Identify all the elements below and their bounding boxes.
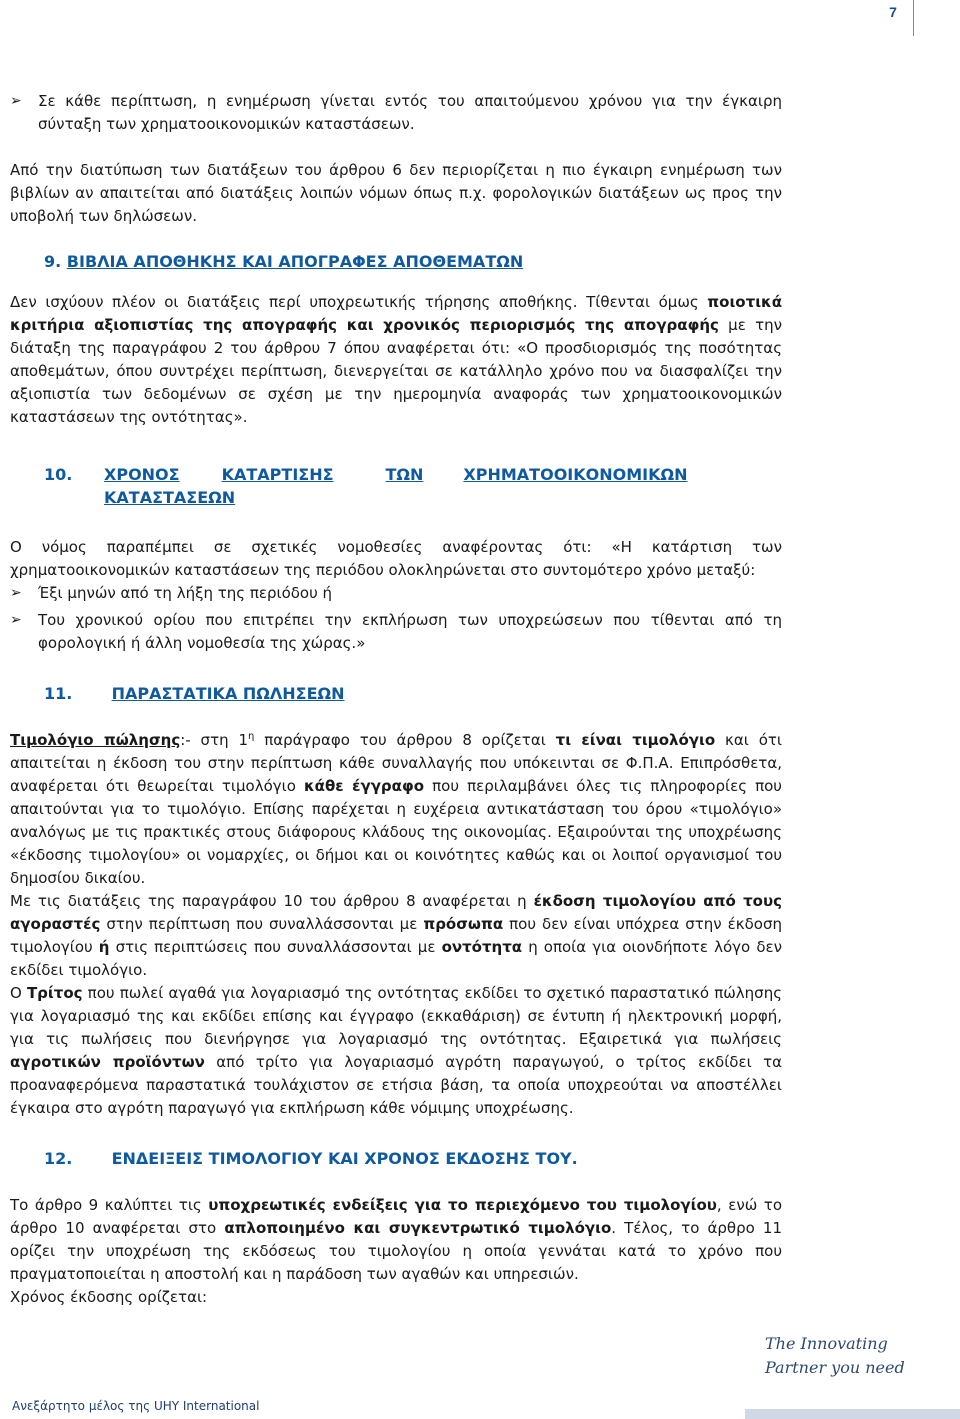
section-11-title: ΠΑΡΑΣΤΑΤΙΚΑ ΠΩΛΗΣΕΩΝ [111,684,345,703]
arrow-bullet-icon: ➢ [10,93,22,109]
arrow-bullet-icon: ➢ [10,585,22,601]
title-word: ΧΡΟΝΟΣ [104,465,180,484]
text-run-bold: απλοποιημένο και συγκεντρωτικό τιμολόγιο [224,1219,612,1237]
page-number-divider [913,0,914,36]
text-run: που πωλεί αγαθά για λογαριασμό της οντότητας εκδίδει το σχετικό παραστατικό πώλησης για λογαριασμό της και εκδίδει επίσης και έγγραφο (εκκαθάριση) σε έντυπη ή ηλεκτρονική μορφή, για τις πωλήσεις που διενήργησε για λογαριασμό της οντότητας. Εξαιρετικά για πωλήσεις [10,984,782,1048]
text-run: Με τις διατάξεις της παραγράφου 10 του άρθρου 8 αναφέρεται η [10,892,534,910]
section-10-title [104,463,782,509]
page-number: 7 [889,4,897,20]
text-run: η οποία για οιονδήποτε λόγο δεν εκδίδει τιμολόγιο. [10,938,783,979]
list-item [10,90,782,136]
text-run-bold: Τιμολόγιο πώλησης [10,731,181,749]
superscript: η [248,731,255,742]
text-run: παράγραφο του άρθρου 8 ορίζεται [254,731,556,749]
text-run: και ότι απαιτείται η έκδοση του στην περίπτωση κάθε συναλλαγής που υπόκεινται σε Φ.Π.Α. Επιπρόσθετα, αναφέρεται ότι θεωρείται τιμολόγιο [10,731,782,795]
section-12-number: 12. [44,1149,73,1168]
text-run-bold: τι είναι τιμολόγιο [555,731,716,749]
text-run: Ο [10,984,27,1002]
text-run-bold: υποχρεωτικές ενδείξεις για το περιεχόμενο του τιμολογίου [208,1196,717,1214]
section-10-number: 10. [44,465,73,484]
section-12-title: ΕΝΔΕΙΞΕΙΣ ΤΙΜΟΛΟΓΙΟΥ ΚΑΙ ΧΡΟΝΟΣ ΕΚΔΟΣΗΣ ΤΟΥ. [111,1149,578,1168]
text-run: , ενώ το άρθρο 10 αναφέρεται στο [10,1196,783,1237]
section-11-paragraph [10,982,782,1120]
list-item-text: Σε κάθε περίπτωση, η ενημέρωση γίνεται εντός του απαιτούμενου χρόνου για την έγκαιρη σύνταξη των χρηματοοικονομικών καταστάσεων. [38,92,782,133]
section-12-paragraph [10,1194,782,1286]
text-run-bold: πρόσωπα [423,915,504,933]
section-9-title: ΒΙΒΛΙΑ ΑΠΟΘΗΚΗΣ ΚΑΙ ΑΠΟΓΡΑΦΕΣ ΑΠΟΘΕΜΑΤΩΝ [66,252,524,271]
tagline-line: Partner you need [765,1358,905,1377]
text-run: με την διάταξη της παραγράφου 2 του άρθρου 7 όπου αναφέρεται ότι: «Ο προσδιορισμός της ποσότητας αποθεμάτων, όπου συντρέχει περίπτωση, διενεργείται σε κατάλληλο χρόνο που να διασφαλίζει την αξιοπιστία των δεδομένων σε σχέση με την ημερομηνία αναφοράς των χρηματοοικονομικών καταστάσεων της οντότητας». [10,316,782,426]
title-word: ΚΑΤΑΡΤΙΣΗΣ [221,465,334,484]
arrow-bullet-icon: ➢ [10,612,22,628]
text-run-bold: αγροτικών προϊόντων [10,1053,205,1071]
text-run-bold: Τρίτος [26,984,83,1002]
section-11-paragraph [10,729,782,890]
text-run: που δεν είναι υπόχρεα στην έκδοση τιμολογίου [10,915,782,956]
document-body [10,90,782,1309]
text-run-bold: έκδοση τιμολογίου από τους αγοραστές [10,892,782,933]
section-11-paragraph [10,890,782,982]
list-item [10,582,782,605]
section-9-number: 9. [44,252,62,271]
section-11-number: 11. [44,684,73,703]
list-item-text: Έξι μηνών από τη λήξη της περιόδου ή [38,584,333,602]
tagline [765,1332,945,1380]
section-10-heading [44,463,782,509]
section-11-heading [44,682,782,705]
text-run: . Τέλος, το άρθρο 11 ορίζει την υποχρέωση της εκδόσεως του τιμολογίου η οποία γεννάται κατά το χρόνο που πραγματοποιείται η αποστολή και η παράδοση των αγαθών και υπηρεσιών. [10,1219,782,1283]
text-run: Το άρθρο 9 καλύπτει τις [10,1196,209,1214]
section-12-paragraph: Χρόνος έκδοσης ορίζεται: [10,1288,208,1306]
text-run-bold: ποιοτικά κριτήρια αξιοπιστίας της απογραφής και χρονικός περιορισμός της απογραφής [10,293,782,334]
text-run: από τρίτο για λογαριασμό αγρότη παραγωγού, ο τρίτος εκδίδει τα προαναφερόμενα παραστατικά τουλάχιστον σε ετήσια βάση, τα οποία υποχρεούται να αποστέλλει έγκαιρα στο αγρότη παραγωγό για εκπλήρωση κάθε νόμιμης υποχρέωσης. [10,1053,782,1117]
tagline-line: The Innovating [765,1334,888,1353]
text-run: Δεν ισχύουν πλέον οι διατάξεις περί υποχρεωτικής τήρησης αποθήκης. Τίθενται όμως [10,293,708,311]
section-12-heading [44,1147,782,1170]
section-9-paragraph [10,291,782,429]
text-run-bold: κάθε έγγραφο [303,777,425,795]
text-run-bold: οντότητα [441,938,523,956]
title-word: ΚΑΤΑΣΤΑΣΕΩΝ [104,488,236,507]
footer-bar [745,1409,960,1419]
section-10-paragraph: Ο νόμος παραπέμπει σε σχετικές νομοθεσίες αναφέροντας ότι: «Η κατάρτιση των χρηματοοικονομικών καταστάσεων της περιόδου ολοκληρώνεται στο συντομότερο χρόνο μεταξύ: [10,538,782,579]
title-word: ΧΡΗΜΑΤΟΟΙΚΟΝΟΜΙΚΩΝ [463,465,688,484]
title-word: ΤΩΝ [385,465,424,484]
list-item [10,609,782,655]
footer-text: Ανεξάρτητο μέλος της UHY International [12,1399,260,1413]
section-9-heading [44,250,782,273]
list-item-text: Του χρονικού ορίου που επιτρέπει την εκπλήρωση των υποχρεώσεων που τίθενται από τη φορολογική ή άλλη νομοθεσία της χώρας.» [38,611,782,652]
text-run: που περιλαμβάνει όλες τις πληροφορίες που απαιτούνται για το τιμολόγιο. Επίσης παρέχεται η ευχέρεια αντικατάσταση του όρου «τιμολόγιο» αναλόγως με τις πρακτικές στους διάφορους κλάδους της οικονομίας. Εξαιρούνται της υποχρέωσης «έκδοσης τιμολογίου» οι νομαρχίες, οι δήμοι και οι κοινότητες καθώς και οι λοιποί οργανισμοί του δημοσίου δικαίου. [10,777,782,887]
intro-paragraph: Από την διατύπωση των διατάξεων του άρθρου 6 δεν περιορίζεται η πιο έγκαιρη ενημέρωση των βιβλίων αν απαιτείται από διατάξεις λοιπών νόμων όπως π.χ. φορολογικών διατάξεων ως προς την υποβολή των δηλώσεων. [10,161,782,225]
text-run: :- στη 1 [180,731,249,749]
text-run: στην περίπτωση που συναλλάσσονται με [100,915,424,933]
text-run-bold: ή [98,938,110,956]
text-run: στις περιπτώσεις που συναλλάσσονται με [109,938,442,956]
